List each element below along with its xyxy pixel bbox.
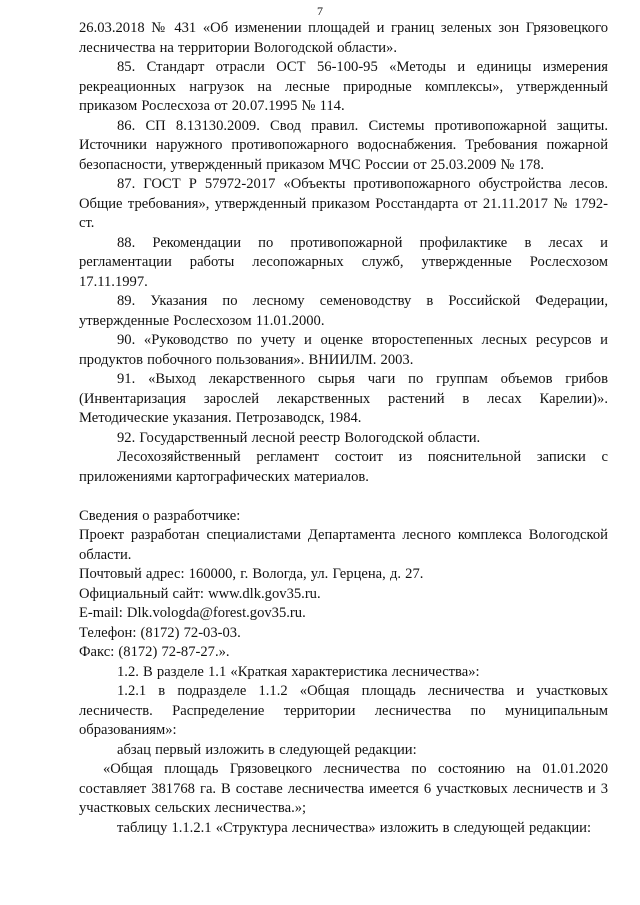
developer-website: Официальный сайт: www.dlk.gov35.ru. [79, 585, 321, 602]
list-item-91: 91. «Выход лекарственного сырья чаги по группам объемов грибов (Инвентаризация зарослей лекарственных растений в лесах Карелии)». Методические указания. Петрозаводск, 1984. [79, 371, 608, 426]
quoted-area-statement: «Общая площадь Грязовецкого лесничества по состоянию на 01.01.2020 составляет 381768 га. В составе лесничества имеется 6 участковых лесничеств и 3 участковых сельских лесничества.»; [79, 761, 608, 816]
list-item-88: 88. Рекомендации по противопожарной профилактике в лесах и регламентации работы лесопожарных служб, утвержденные Рослесхозом 17.11.1997. [79, 234, 608, 290]
table-instruction: таблицу 1.1.2.1 «Структура лесничества» изложить в следующей редакции: [117, 819, 592, 836]
list-item-89: 89. Указания по лесному семеноводству в Российской Федерации, утвержденные Рослесхозом 11.01.2000. [79, 293, 608, 329]
developer-project: Проект разработан специалистами Департамента лесного комплекса Вологодской области. [79, 527, 608, 563]
list-item-92: 92. Государственный лесной реестр Вологодской области. [117, 429, 481, 446]
section-1-2-1: 1.2.1 в подразделе 1.1.2 «Общая площадь лесничества и участковых лесничеств. Распределение территории лесничества по муниципальным образованиям»: [79, 683, 608, 738]
page-number: 7 [317, 4, 323, 18]
list-item-86: 86. СП 8.13130.2009. Свод правил. Системы противопожарной защиты. Источники наружного противопожарного водоснабжения. Требования пожарной безопасности, утвержденный приказом МЧС России от 25.03.2009 № 178. [79, 117, 608, 173]
list-item-87: 87. ГОСТ Р 57972-2017 «Объекты противопожарного обустройства лесов. Общие требования», утвержденный приказом Росстандарта от 21.11.2017 № 1792-ст. [79, 176, 608, 231]
spacer [79, 487, 608, 507]
list-item-85: 85. Стандарт отрасли ОСТ 56-100-95 «Методы и единицы измерения рекреационных нагрузок на лесные природные комплексы», утвержденный приказом Рослесхоза от 20.07.1995 № 114. [79, 59, 608, 114]
list-item-90: 90. «Руководство по учету и оценке второстепенных лесных ресурсов и продуктов побочного пользования». ВНИИЛМ. 2003. [79, 332, 608, 368]
developer-email: E-mail: Dlk.vologda@forest.gov35.ru. [79, 605, 306, 621]
section-1-2: 1.2. В разделе 1.1 «Краткая характеристика лесничества»: [117, 663, 480, 680]
regulation-paragraph: Лесохозяйственный регламент состоит из пояснительной записки с приложениями картографических материалов. [79, 449, 608, 485]
developer-fax: Факс: (8172) 72-87-27.». [79, 644, 230, 660]
abzac-first-instruction: абзац первый изложить в следующей редакции: [117, 741, 417, 758]
paragraph-continuation: 26.03.2018 № 431 «Об изменении площадей и границ зеленых зон Грязовецкого лесничества на территории Вологодской области». [79, 20, 608, 56]
developer-address: Почтовый адрес: 160000, г. Вологда, ул. Герцена, д. 27. [79, 566, 424, 582]
document-body [79, 19, 608, 838]
developer-phone: Телефон: (8172) 72-03-03. [79, 624, 241, 641]
developer-heading: Сведения о разработчике: [79, 507, 241, 524]
